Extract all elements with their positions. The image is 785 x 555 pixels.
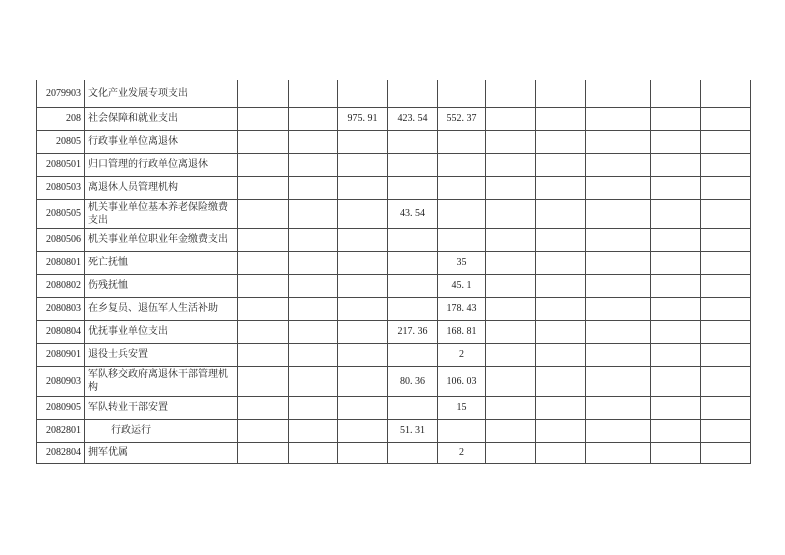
value-cell xyxy=(651,274,701,297)
description-cell: 退役士兵安置 xyxy=(85,343,238,366)
value-cell xyxy=(238,297,289,320)
value-cell xyxy=(338,153,388,176)
value-cell xyxy=(289,228,338,251)
value-cell xyxy=(338,442,388,463)
value-cell xyxy=(289,130,338,153)
table-row xyxy=(37,297,751,320)
value-cell xyxy=(438,199,486,228)
code-cell: 208 xyxy=(37,107,85,130)
value-cell xyxy=(486,176,536,199)
value-cell xyxy=(586,419,651,442)
value-cell xyxy=(338,228,388,251)
code-cell: 2080506 xyxy=(37,228,85,251)
value-cell xyxy=(388,251,438,274)
code-cell: 2080901 xyxy=(37,343,85,366)
value-cell xyxy=(338,274,388,297)
value-cell xyxy=(486,199,536,228)
value-cell xyxy=(586,251,651,274)
value-cell xyxy=(238,130,289,153)
value-cell xyxy=(238,442,289,463)
description-cell: 机关事业单位职业年金缴费支出 xyxy=(85,228,238,251)
value-cell xyxy=(289,442,338,463)
value-cell xyxy=(289,176,338,199)
value-cell xyxy=(486,130,536,153)
value-cell xyxy=(338,176,388,199)
value-cell: 975. 91 xyxy=(338,107,388,130)
value-cell xyxy=(586,396,651,419)
value-cell xyxy=(701,297,751,320)
value-cell xyxy=(289,80,338,107)
value-cell: 35 xyxy=(438,251,486,274)
value-cell xyxy=(586,153,651,176)
value-cell xyxy=(486,366,536,396)
value-cell xyxy=(586,320,651,343)
value-cell xyxy=(651,107,701,130)
table-row xyxy=(37,107,751,130)
value-cell: 178. 43 xyxy=(438,297,486,320)
description-cell: 拥军优属 xyxy=(85,442,238,463)
value-cell xyxy=(701,251,751,274)
value-cell xyxy=(651,343,701,366)
value-cell xyxy=(536,442,586,463)
value-cell xyxy=(289,320,338,343)
value-cell: 51. 31 xyxy=(388,419,438,442)
value-cell xyxy=(338,366,388,396)
value-cell: 45. 1 xyxy=(438,274,486,297)
value-cell xyxy=(338,396,388,419)
description-cell: 死亡抚恤 xyxy=(85,251,238,274)
value-cell xyxy=(338,130,388,153)
value-cell xyxy=(586,366,651,396)
value-cell xyxy=(536,419,586,442)
table-row xyxy=(37,153,751,176)
value-cell: 2 xyxy=(438,343,486,366)
value-cell xyxy=(338,251,388,274)
value-cell xyxy=(486,396,536,419)
value-cell xyxy=(701,199,751,228)
value-cell xyxy=(586,107,651,130)
description-cell: 优抚事业单位支出 xyxy=(85,320,238,343)
value-cell xyxy=(701,419,751,442)
value-cell xyxy=(289,153,338,176)
value-cell xyxy=(586,176,651,199)
value-cell xyxy=(651,251,701,274)
value-cell xyxy=(536,199,586,228)
description-cell: 军队转业干部安置 xyxy=(85,396,238,419)
value-cell xyxy=(438,419,486,442)
value-cell xyxy=(701,107,751,130)
value-cell xyxy=(586,228,651,251)
value-cell xyxy=(238,199,289,228)
value-cell xyxy=(486,228,536,251)
value-cell xyxy=(388,396,438,419)
table-row xyxy=(37,366,751,396)
value-cell xyxy=(486,251,536,274)
value-cell xyxy=(289,251,338,274)
value-cell xyxy=(238,396,289,419)
value-cell xyxy=(701,274,751,297)
code-cell: 2080802 xyxy=(37,274,85,297)
value-cell xyxy=(651,153,701,176)
value-cell xyxy=(651,130,701,153)
value-cell xyxy=(701,80,751,107)
value-cell xyxy=(586,343,651,366)
value-cell xyxy=(536,130,586,153)
value-cell xyxy=(438,130,486,153)
value-cell xyxy=(486,320,536,343)
value-cell xyxy=(486,107,536,130)
value-cell xyxy=(289,343,338,366)
value-cell xyxy=(388,153,438,176)
value-cell xyxy=(651,228,701,251)
description-cell: 离退休人员管理机构 xyxy=(85,176,238,199)
value-cell xyxy=(238,251,289,274)
value-cell xyxy=(486,442,536,463)
value-cell xyxy=(701,228,751,251)
code-cell: 2080503 xyxy=(37,176,85,199)
value-cell xyxy=(486,80,536,107)
value-cell xyxy=(536,251,586,274)
code-cell: 2079903 xyxy=(37,80,85,107)
value-cell xyxy=(338,297,388,320)
table-row xyxy=(37,320,751,343)
value-cell xyxy=(701,442,751,463)
value-cell xyxy=(388,343,438,366)
value-cell xyxy=(289,396,338,419)
value-cell xyxy=(486,419,536,442)
table-row xyxy=(37,419,751,442)
value-cell xyxy=(238,80,289,107)
value-cell xyxy=(536,297,586,320)
value-cell xyxy=(586,297,651,320)
value-cell xyxy=(651,396,701,419)
description-cell: 伤残抚恤 xyxy=(85,274,238,297)
value-cell xyxy=(338,419,388,442)
value-cell xyxy=(338,343,388,366)
value-cell xyxy=(701,396,751,419)
value-cell xyxy=(238,107,289,130)
value-cell xyxy=(238,320,289,343)
value-cell xyxy=(701,320,751,343)
value-cell xyxy=(238,228,289,251)
value-cell xyxy=(438,228,486,251)
value-cell xyxy=(388,274,438,297)
budget-table xyxy=(36,80,751,464)
value-cell xyxy=(701,366,751,396)
value-cell xyxy=(536,274,586,297)
value-cell xyxy=(536,80,586,107)
value-cell xyxy=(486,153,536,176)
value-cell xyxy=(536,396,586,419)
value-cell xyxy=(289,419,338,442)
value-cell: 217. 36 xyxy=(388,320,438,343)
value-cell xyxy=(388,297,438,320)
description-cell: 在乡复员、退伍军人生活补助 xyxy=(85,297,238,320)
value-cell xyxy=(651,80,701,107)
table-row xyxy=(37,442,751,463)
code-cell: 2080903 xyxy=(37,366,85,396)
value-cell xyxy=(701,153,751,176)
value-cell xyxy=(536,153,586,176)
description-cell: 行政事业单位离退休 xyxy=(85,130,238,153)
value-cell xyxy=(338,320,388,343)
value-cell xyxy=(438,153,486,176)
value-cell xyxy=(289,199,338,228)
value-cell xyxy=(238,343,289,366)
value-cell xyxy=(289,107,338,130)
description-cell: 文化产业发展专项支出 xyxy=(85,80,238,107)
table-row xyxy=(37,176,751,199)
description-cell: 归口管理的行政单位离退休 xyxy=(85,153,238,176)
description-cell: 社会保障和就业支出 xyxy=(85,107,238,130)
value-cell xyxy=(486,343,536,366)
value-cell xyxy=(388,176,438,199)
value-cell xyxy=(289,274,338,297)
value-cell xyxy=(701,343,751,366)
value-cell xyxy=(651,320,701,343)
value-cell xyxy=(388,80,438,107)
value-cell xyxy=(438,176,486,199)
table-row xyxy=(37,251,751,274)
code-cell: 2082804 xyxy=(37,442,85,463)
budget-table-body xyxy=(37,80,751,463)
code-cell: 2080505 xyxy=(37,199,85,228)
value-cell xyxy=(238,274,289,297)
table-row xyxy=(37,274,751,297)
value-cell xyxy=(586,130,651,153)
value-cell: 80. 36 xyxy=(388,366,438,396)
value-cell xyxy=(536,343,586,366)
code-cell: 2080501 xyxy=(37,153,85,176)
value-cell xyxy=(586,80,651,107)
value-cell xyxy=(651,442,701,463)
value-cell xyxy=(536,107,586,130)
table-row xyxy=(37,80,751,107)
value-cell xyxy=(536,228,586,251)
value-cell xyxy=(536,176,586,199)
value-cell xyxy=(651,366,701,396)
code-cell: 20805 xyxy=(37,130,85,153)
value-cell: 423. 54 xyxy=(388,107,438,130)
description-cell: 行政运行 xyxy=(85,419,238,442)
value-cell xyxy=(238,419,289,442)
table-row xyxy=(37,199,751,228)
value-cell xyxy=(289,297,338,320)
value-cell xyxy=(536,366,586,396)
value-cell xyxy=(388,130,438,153)
value-cell xyxy=(651,419,701,442)
value-cell xyxy=(388,442,438,463)
value-cell xyxy=(238,176,289,199)
value-cell xyxy=(586,442,651,463)
value-cell xyxy=(586,274,651,297)
value-cell xyxy=(701,130,751,153)
description-cell: 军队移交政府离退休干部管理机构 xyxy=(85,366,238,396)
value-cell: 43. 54 xyxy=(388,199,438,228)
value-cell: 552. 37 xyxy=(438,107,486,130)
value-cell: 168. 81 xyxy=(438,320,486,343)
value-cell xyxy=(486,274,536,297)
value-cell xyxy=(338,80,388,107)
value-cell xyxy=(651,199,701,228)
value-cell xyxy=(338,199,388,228)
code-cell: 2080905 xyxy=(37,396,85,419)
value-cell xyxy=(586,199,651,228)
value-cell: 15 xyxy=(438,396,486,419)
table-row xyxy=(37,396,751,419)
value-cell xyxy=(651,297,701,320)
code-cell: 2080804 xyxy=(37,320,85,343)
value-cell xyxy=(289,366,338,396)
value-cell xyxy=(438,80,486,107)
value-cell: 106. 03 xyxy=(438,366,486,396)
value-cell xyxy=(701,176,751,199)
code-cell: 2082801 xyxy=(37,419,85,442)
value-cell: 2 xyxy=(438,442,486,463)
value-cell xyxy=(536,320,586,343)
table-row xyxy=(37,130,751,153)
table-row xyxy=(37,343,751,366)
description-cell: 机关事业单位基本养老保险缴费支出 xyxy=(85,199,238,228)
value-cell xyxy=(238,366,289,396)
value-cell xyxy=(238,153,289,176)
table-row xyxy=(37,228,751,251)
value-cell xyxy=(486,297,536,320)
value-cell xyxy=(388,228,438,251)
code-cell: 2080801 xyxy=(37,251,85,274)
code-cell: 2080803 xyxy=(37,297,85,320)
value-cell xyxy=(651,176,701,199)
